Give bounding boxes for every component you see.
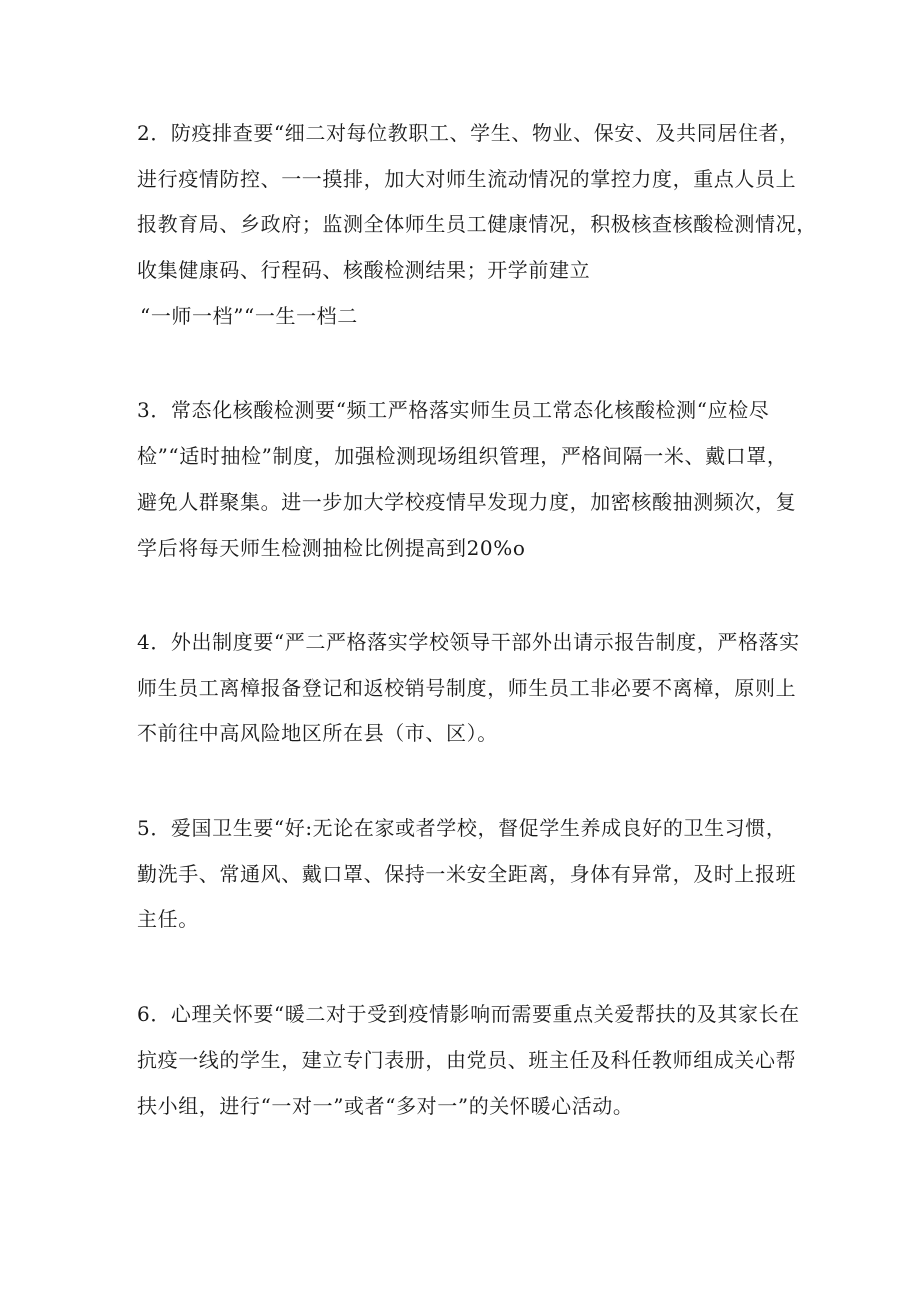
paragraph-line: 2．防疫排查要“细二对每位教职工、学生、物业、保安、及共同居住者， xyxy=(137,121,800,145)
paragraph-line: 不前往中高风险地区所在县（市、区）。 xyxy=(137,721,498,745)
paragraph-line: 收集健康码、行程码、核酸检测结果；开学前建立 xyxy=(137,258,591,282)
paragraph-line: “一师一档”“一生一档二 xyxy=(140,304,358,328)
paragraph-line: 学后将每天师生检测抽检比例提高到20%o xyxy=(137,536,526,560)
paragraph-line: 主任。 xyxy=(137,907,199,931)
paragraph-line: 6．心理关怀要“暖二对于受到疫情影响而需要重点关爱帮扶的及其家长在 xyxy=(137,1002,800,1026)
paragraph-line: 5．爱国卫生要“好:无论在家或者学校，督促学生养成良好的卫生习惯， xyxy=(137,816,787,840)
paragraph-line: 检”“适时抽检”制度，加强检测现场组织管理，严格间隔一米、戴口罩， xyxy=(137,444,788,468)
paragraph-line: 3．常态化核酸检测要“频工严格落实师生员工常态化核酸检测“应检尽 xyxy=(137,398,770,422)
paragraph-line: 扶小组，进行“一对一”或者“多对一”的关怀暖心活动。 xyxy=(137,1094,634,1118)
paragraph-line: 报教育局、乡政府；监测全体师生员工健康情况，积极核查核酸检测情况， xyxy=(137,212,817,236)
paragraph-line: 4．外出制度要“严二严格落实学校领导干部外出请示报告制度，严格落实 xyxy=(137,630,800,654)
paragraph-line: 避免人群聚集。进一步加大学校疫情早发现力度，加密核酸抽测频次，复 xyxy=(137,490,797,514)
paragraph-line: 抗疫一线的学生，建立专门表册，由党员、班主任及科任教师组成关心帮 xyxy=(137,1048,797,1072)
paragraph-line: 师生员工离樟报备登记和返校销号制度，师生员工非必要不离樟，原则上 xyxy=(137,676,797,700)
paragraph-line: 进行疫情防控、一一摸排，加大对师生流动情况的掌控力度，重点人员上 xyxy=(137,167,797,191)
paragraph-line: 勤洗手、常通风、戴口罩、保持一米安全距离，身体有异常，及时上报班 xyxy=(137,862,797,886)
